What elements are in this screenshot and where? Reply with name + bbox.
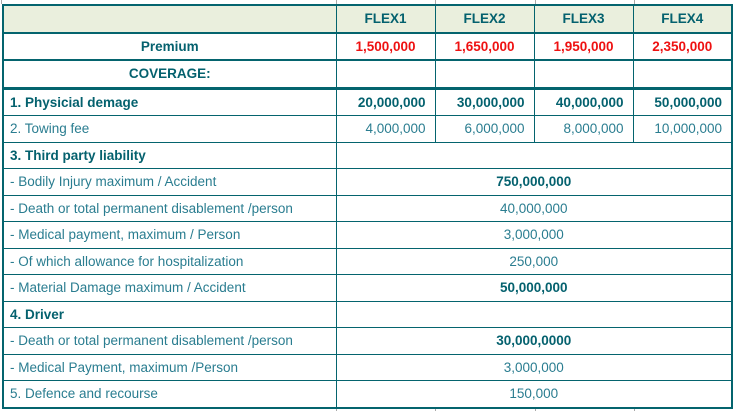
row-towing-fee [3, 116, 732, 143]
row-label: - Medical Payment, maximum /Person [3, 354, 336, 381]
empty-merged-cell [336, 142, 732, 169]
row-medical-payment-tpl [3, 222, 732, 249]
row-label: 2. Towing fee [3, 116, 336, 143]
value-cell: 50,000,000 [633, 88, 732, 116]
row-label: - Material Damage maximum / Accident [3, 275, 336, 302]
premium-value-flex1: 1,500,000 [336, 33, 435, 61]
row-section-third-party [3, 142, 732, 169]
row-death-disablement-tpl [3, 195, 732, 222]
row-section-driver [3, 301, 732, 328]
empty-merged-cell [336, 301, 732, 328]
corner-cell [3, 5, 336, 33]
value-cell: 4,000,000 [336, 116, 435, 143]
row-label: - Medical payment, maximum / Person [3, 222, 336, 249]
row-label: - Of which allowance for hospitalization [3, 248, 336, 275]
premium-value-flex4: 2,350,000 [633, 33, 732, 61]
plan-header-flex2: FLEX2 [435, 5, 534, 33]
coverage-heading-row [3, 60, 732, 88]
coverage-table [2, 4, 733, 409]
plan-header-row [3, 5, 732, 33]
value-cell: 10,000,000 [633, 116, 732, 143]
row-death-disablement-driver [3, 328, 732, 355]
row-medical-payment-driver [3, 354, 732, 381]
empty-cell [435, 60, 534, 88]
merged-value-cell: 150,000 [336, 381, 732, 408]
coverage-heading: COVERAGE: [3, 60, 336, 88]
merged-value-cell: 3,000,000 [336, 354, 732, 381]
merged-value-cell: 30,000,0000 [336, 328, 732, 355]
merged-value-cell: 250,000 [336, 248, 732, 275]
row-label: 5. Defence and recourse [3, 381, 336, 408]
value-cell: 40,000,000 [534, 88, 633, 116]
plan-header-flex1: FLEX1 [336, 5, 435, 33]
merged-value-cell: 3,000,000 [336, 222, 732, 249]
row-hospitalization-allowance [3, 248, 732, 275]
row-label: 1. Physicial demage [3, 88, 336, 116]
merged-value-cell: 40,000,000 [336, 195, 732, 222]
row-material-damage [3, 275, 732, 302]
empty-cell [336, 60, 435, 88]
value-cell: 8,000,000 [534, 116, 633, 143]
empty-cell [534, 60, 633, 88]
row-bodily-injury [3, 169, 732, 196]
value-cell: 20,000,000 [336, 88, 435, 116]
row-label: - Bodily Injury maximum / Accident [3, 169, 336, 196]
row-physical-damage [3, 88, 732, 116]
premium-value-flex2: 1,650,000 [435, 33, 534, 61]
premium-value-flex3: 1,950,000 [534, 33, 633, 61]
plan-header-flex3: FLEX3 [534, 5, 633, 33]
premium-label: Premium [3, 33, 336, 61]
plan-header-flex4: FLEX4 [633, 5, 732, 33]
premium-row [3, 33, 732, 61]
merged-value-cell: 750,000,000 [336, 169, 732, 196]
section-label: 4. Driver [3, 301, 336, 328]
empty-cell [633, 60, 732, 88]
row-defence-recourse [3, 381, 732, 408]
value-cell: 30,000,000 [435, 88, 534, 116]
value-cell: 6,000,000 [435, 116, 534, 143]
merged-value-cell: 50,000,000 [336, 275, 732, 302]
row-label: - Death or total permanent disablement /person [3, 328, 336, 355]
section-label: 3. Third party liability [3, 142, 336, 169]
row-label: - Death or total permanent disablement /person [3, 195, 336, 222]
